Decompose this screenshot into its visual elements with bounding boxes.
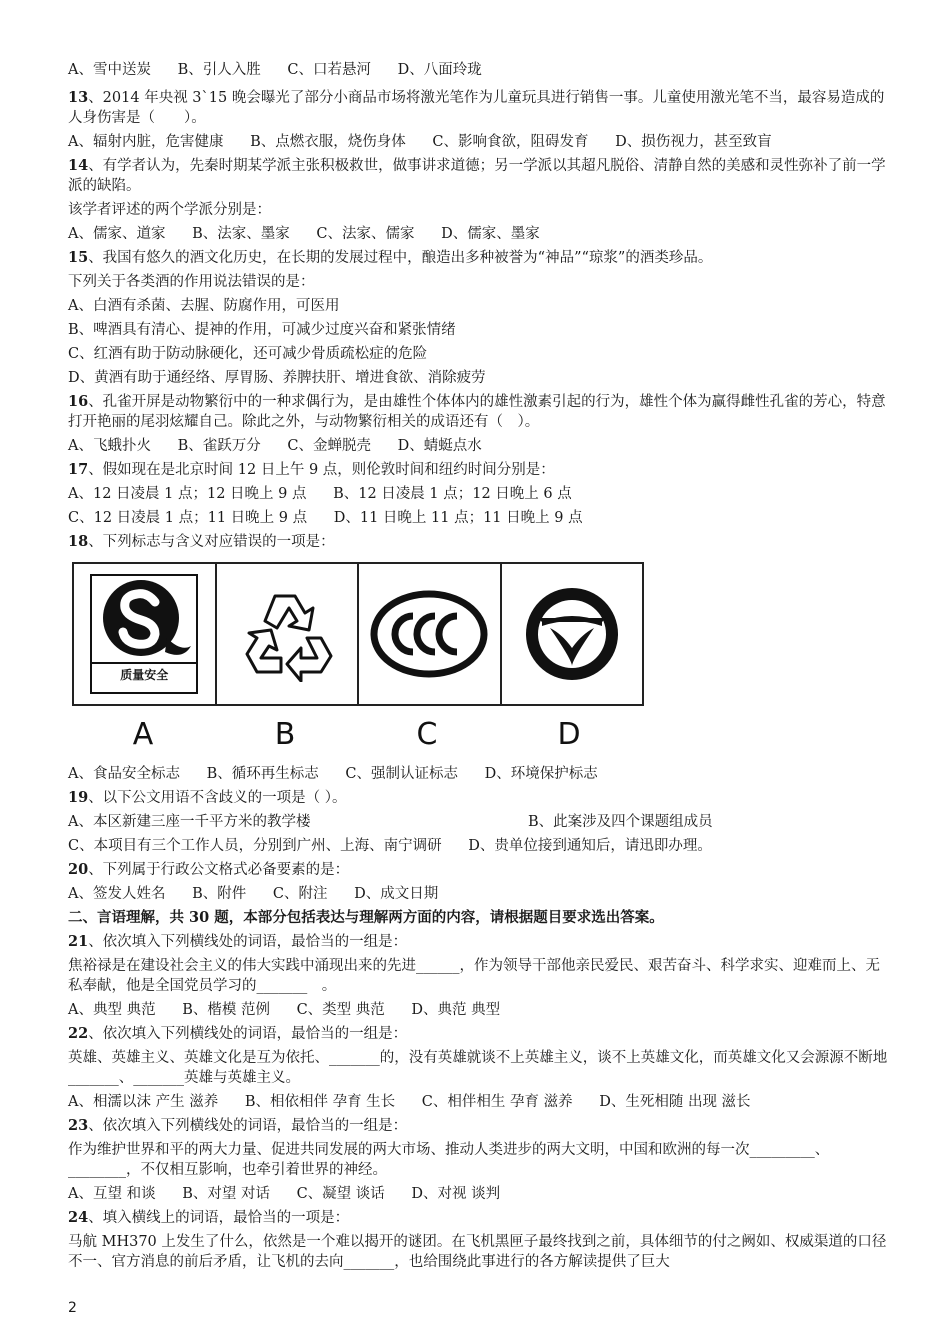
q20-option-a: A、签发人姓名 — [68, 886, 166, 902]
q22-text: 、依次填入下列横线处的词语，最恰当的一组是： — [88, 1026, 408, 1042]
q12-options — [68, 58, 888, 82]
q20-stem — [68, 858, 888, 882]
q21-text: 、依次填入下列横线处的词语，最恰当的一组是： — [88, 934, 408, 950]
q24-passage: 马航 MH370 上发生了什么，依然是一个难以揭开的谜团。在飞机黑匣子最终找到之前，具体细节的付之阙如、权威渠道的口径不一、官方消息的前后矛盾，让飞机的去向_______，也给围绕此事进行的各方解读提供了巨大 — [68, 1234, 887, 1270]
q23-number: 23 — [68, 1117, 89, 1134]
q23-options — [68, 1182, 888, 1206]
q12-option-d: D、八面玲珑 — [397, 62, 482, 78]
q16-number: 16 — [68, 393, 89, 410]
q18-option-c: C、强制认证标志 — [345, 766, 458, 782]
recycle-icon — [237, 586, 337, 682]
logo-cell-a — [74, 564, 217, 704]
q15-text: 、我国有悠久的酒文化历史，在长期的发展过程中，酿造出多种被誉为“神品”“琼浆”的酒类珍品。 — [88, 250, 713, 266]
logo-cell-d — [502, 564, 643, 704]
q16-option-b: B、雀跃万分 — [177, 438, 261, 454]
q19-stem — [68, 786, 888, 810]
q16-options — [68, 434, 888, 458]
q15-option-b: B、啤酒具有清心、提神的作用，可减少过度兴奋和紧张情绪 — [68, 322, 456, 338]
q18-stem — [68, 530, 888, 554]
q20-option-c: C、附注 — [272, 886, 328, 902]
q12-option-c: C、口若悬河 — [287, 62, 371, 78]
q17-option-c: C、12 日凌晨 1 点；11 日晚上 9 点 — [68, 510, 308, 526]
q21-stem — [68, 930, 888, 954]
q15-sub: 下列关于各类酒的作用说法错误的是： — [68, 274, 315, 290]
q22-stem — [68, 1022, 888, 1046]
q13-options — [68, 130, 888, 154]
q18-text: 、下列标志与含义对应错误的一项是： — [88, 534, 335, 550]
page-number: 2 — [68, 1300, 77, 1316]
q13-option-b: B、点燃衣服，烧伤身体 — [250, 134, 406, 150]
logo-letters — [72, 706, 640, 762]
qs-logo — [90, 574, 198, 694]
green-food-icon — [520, 582, 624, 686]
q14-options — [68, 222, 888, 246]
q13-option-a: A、辐射内脏，危害健康 — [68, 134, 224, 150]
logo-table — [72, 562, 644, 706]
q14-stem — [68, 156, 888, 196]
q17-number: 17 — [68, 461, 89, 478]
logo-cell-b — [217, 564, 360, 704]
qs-caption: 质量安全 — [92, 662, 196, 686]
q21-number: 21 — [68, 933, 89, 950]
logo-cell-c — [359, 564, 502, 704]
q21-option-d: D、典范 典型 — [411, 1002, 501, 1018]
q20-option-d: D、成文日期 — [354, 886, 439, 902]
q15-option-c: C、红酒有助于防动脉硬化，还可减少骨质疏松症的危险 — [68, 346, 428, 362]
q19-option-b: B、此案涉及四个课题组成员 — [528, 814, 713, 830]
q16-option-d: D、蜻蜓点水 — [397, 438, 482, 454]
q17-options-row1 — [68, 482, 888, 506]
q23-text: 、依次填入下列横线处的词语，最恰当的一组是： — [88, 1118, 408, 1134]
q18-option-a: A、食品安全标志 — [68, 766, 180, 782]
q13-option-c: C、影响食欲，阻碍发育 — [432, 134, 589, 150]
q18-options — [68, 762, 888, 786]
q13-number: 13 — [68, 89, 89, 106]
q19-text: 、以下公文用语不含歧义的一项是（ ）。 — [88, 790, 347, 806]
q23-stem — [68, 1114, 888, 1138]
q23-option-c: C、凝望 谈话 — [296, 1186, 385, 1202]
q21-passage: 焦裕禄是在建设社会主义的伟大实践中涌现出来的先进______，作为领导干部他亲民爱民、艰苦奋斗、科学求实、迎难而上、无私奉献，他是全国党员学习的_______ 。 — [68, 958, 880, 994]
q17-option-b: B、12 日凌晨 1 点；12 日晚上 6 点 — [333, 486, 572, 502]
q22-option-b: B、相依相伴 孕育 生长 — [244, 1094, 396, 1110]
logo-letter-c: C — [416, 716, 438, 752]
q19-options-row2 — [68, 834, 888, 858]
q24-number: 24 — [68, 1209, 89, 1226]
q21-option-b: B、楷模 范例 — [182, 1002, 270, 1018]
q23-passage: 作为维护世界和平的两大力量、促进共同发展的两大市场、推动人类进步的两大文明，中国和欧洲的每一次_________、________，不仅相互影响，也牵引着世界的神经。 — [68, 1142, 830, 1178]
q23-option-d: D、对视 谈判 — [411, 1186, 501, 1202]
q13-option-d: D、损伤视力，甚至致盲 — [615, 134, 772, 150]
q22-number: 22 — [68, 1025, 89, 1042]
q14-option-b: B、法家、墨家 — [192, 226, 290, 242]
q21-option-a: A、典型 典范 — [68, 1002, 156, 1018]
q22-option-d: D、生死相随 出现 滋长 — [599, 1094, 751, 1110]
q14-option-c: C、法家、儒家 — [316, 226, 415, 242]
q20-options — [68, 882, 888, 906]
q20-text: 、下列属于行政公文格式必备要素的是： — [88, 862, 350, 878]
q16-stem — [68, 392, 888, 432]
q19-option-c: C、本项目有三个工作人员，分别到广州、上海、南宁调研 — [68, 838, 442, 854]
q22-option-a: A、相濡以沫 产生 滋养 — [68, 1094, 219, 1110]
q18-number: 18 — [68, 533, 89, 550]
section-2-heading: 二、言语理解，共 30 题，本部分包括表达与理解两方面的内容，请根据题目要求选出答案。 — [68, 909, 664, 926]
q18-option-b: B、循环再生标志 — [206, 766, 319, 782]
q24-text: 、填入横线上的词语，最恰当的一项是： — [88, 1210, 350, 1226]
q21-option-c: C、类型 典范 — [296, 1002, 385, 1018]
q19-number: 19 — [68, 789, 89, 806]
q20-number: 20 — [68, 861, 89, 878]
q19-option-a: A、本区新建三座一千平方米的教学楼 — [68, 814, 311, 830]
q12-option-a: A、雪中送炭 — [68, 62, 151, 78]
q18-option-d: D、环境保护标志 — [484, 766, 598, 782]
q14-text: 、有学者认为，先秦时期某学派主张积极救世，做事讲求道德；另一学派以其超凡脱俗、清静自然的美感和灵性弥补了前一学派的缺陷。 — [68, 158, 886, 194]
q17-stem — [68, 458, 888, 482]
q15-number: 15 — [68, 249, 89, 266]
q12-option-b: B、引人入胜 — [177, 62, 261, 78]
logo-letter-b: B — [274, 716, 296, 752]
q20-option-b: B、附件 — [192, 886, 247, 902]
exam-page — [68, 58, 888, 1274]
q21-options — [68, 998, 888, 1022]
q13-stem — [68, 88, 888, 128]
q22-options — [68, 1090, 888, 1114]
q14-option-a: A、儒家、道家 — [68, 226, 166, 242]
q13-text: 、2014 年央视 3`15 晚会曝光了部分小商品市场将激光笔作为儿童玩具进行销售一事。儿童使用激光笔不当，最容易造成的人身伤害是（ ）。 — [68, 90, 885, 126]
q16-option-c: C、金蝉脱壳 — [287, 438, 371, 454]
q16-text: 、孔雀开屏是动物繁衍中的一种求偶行为，是由雄性个体体内的雄性激素引起的行为，雄性个体为赢得雌性孔雀的芳心，特意打开艳丽的尾羽炫耀自己。除此之外，与动物繁衍相关的成语还有（ ）。 — [68, 394, 886, 430]
q17-text: 、假如现在是北京时间 12 日上午 9 点，则伦敦时间和纽约时间分别是： — [88, 462, 555, 478]
ccc-icon — [369, 586, 489, 682]
q14-number: 14 — [68, 157, 89, 174]
q23-option-a: A、互望 和谈 — [68, 1186, 156, 1202]
q15-option-a: A、白酒有杀菌、去腥、防腐作用，可医用 — [68, 298, 340, 314]
q17-option-a: A、12 日凌晨 1 点；12 日晚上 9 点 — [68, 486, 307, 502]
q23-option-b: B、对望 对话 — [182, 1186, 270, 1202]
q16-option-a: A、飞蛾扑火 — [68, 438, 151, 454]
q19-option-d: D、贵单位接到通知后，请迅即办理。 — [468, 838, 712, 854]
q17-options-row2 — [68, 506, 888, 530]
q19-options-row1 — [68, 810, 888, 834]
qs-icon — [95, 576, 193, 662]
q15-stem — [68, 246, 888, 270]
q15-option-d: D、黄酒有助于通经络、厚胃肠、养脾扶肝、增进食欲、消除疲劳 — [68, 370, 486, 386]
q14-sub: 该学者评述的两个学派分别是： — [68, 202, 271, 218]
q17-option-d: D、11 日晚上 11 点；11 日晚上 9 点 — [333, 510, 583, 526]
logo-letter-a: A — [132, 716, 154, 752]
logo-letter-d: D — [557, 716, 581, 752]
q24-stem — [68, 1206, 888, 1230]
q14-option-d: D、儒家、墨家 — [441, 226, 540, 242]
q22-passage: 英雄、英雄主义、英雄文化是互为依托、_______的，没有英雄就谈不上英雄主义，谈不上英雄文化，而英雄文化又会源源不断地_______、_______英雄与英雄主义。 — [68, 1050, 888, 1086]
q22-option-c: C、相伴相生 孕育 滋养 — [421, 1094, 573, 1110]
